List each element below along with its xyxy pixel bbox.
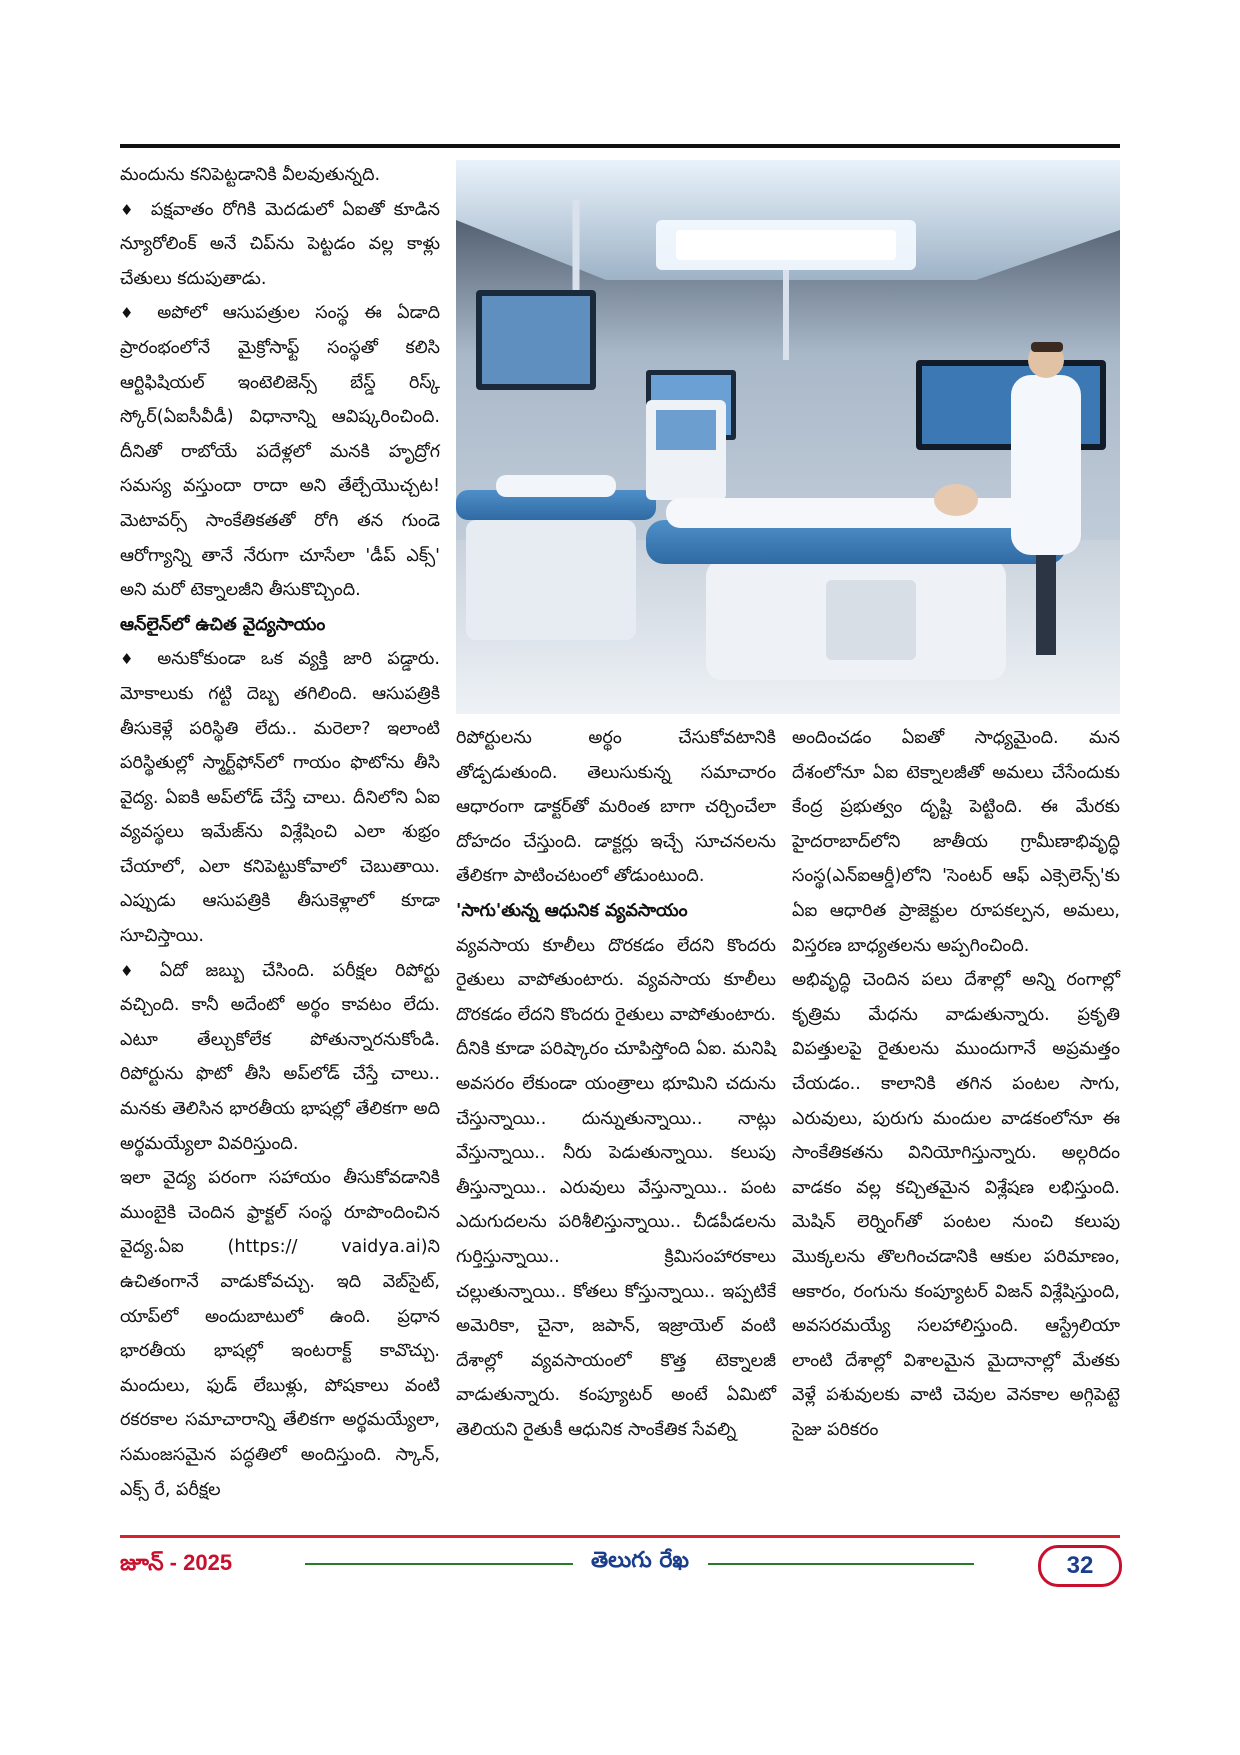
footer-divider-right <box>708 1563 974 1565</box>
issue-month: జూన్ - 2025 <box>120 1550 233 1575</box>
footer-rule <box>120 1535 1120 1538</box>
paragraph-text: ఏదో జబ్బు చేసింది. పరీక్షల రిపోర్టు వచ్చింది. కానీ అదేంటో అర్థం కావటం లేదు. ఎటూ తేల్చుకోలేక పోతున్నారనుకోండి. రిపోర్టును ఫొటో తీసి అప్‌లోడ్ చేస్తే చాలు.. మనకు తెలిసిన భారతీయ భాషల్లో తేలికగా అది అర్థమయ్యేలా వివరిస్తుంది. <box>120 960 440 1154</box>
paragraph: మందును కనిపెట్టడానికి వీలవుతున్నది. <box>120 165 381 185</box>
top-rule <box>120 144 1120 148</box>
diamond-bullet-icon: ♦ <box>120 304 144 323</box>
paragraph: అభివృద్ధి చెందిన పలు దేశాల్లో అన్ని రంగాల్లో కృత్రిమ మేధను వాడుతున్నారు. ప్రకృతి విపత్తులపై రైతులను ముందుగానే అప్రమత్తం చేయడం.. కాలానికి తగిన పంటల సాగు, ఎరువులు, పురుగు మందుల వాడకంలోనూ ఈ సాంకేతికతను వినియోగిస్తున్నారు. అల్గరిదం వాడకం వల్ల కచ్చితమైన విశ్లేషణ లభిస్తుంది. మెషిన్ లెర్నింగ్‌తో పంటల నుంచి కలుపు మొక్కలను తొలగించడానికి ఆకుల పరిమాణం, ఆకారం, రంగును కంప్యూటర్ విజన్ విశ్లేషిస్తుంది, అవసరమయ్యే సలహాలిస్తుంది. ఆస్ట్రేలియా లాంటి దేశాల్లో విశాలమైన మైదానాల్లో మేతకు వెళ్లే పశువులకు వాటి చెవుల వెనకాల అగ్గిపెట్టె సైజు పరికరం <box>792 970 1120 1440</box>
footer-divider-left <box>305 1563 573 1565</box>
paragraph-text: అనుకోకుండా ఒక వ్యక్తి జారి పడ్డారు. మోకాలుకు గట్టి దెబ్బ తగిలింది. ఆసుపత్రికి తీసుకెళ్లే పరిస్థితి లేదు.. మరెలా? ఇలాంటి పరిస్థితుల్లో స్మార్ట్‌ఫోన్‌లో గాయం ఫొటోను తీసి వైద్య. ఏఐకి అప్‌లోడ్ చేస్తే చాలు. దీనిలోని ఏఐ వ్యవస్థలు ఇమేజ్‌ను విశ్లేషించి ఎలా శుభ్రం చేయాలో, ఎలా కనిపెట్టుకోవాలో చెబుతాయి. ఎప్పుడు ఆసుపత్రికి తీసుకెళ్లాలో కూడా సూచిస్తాయి. <box>120 649 440 947</box>
diamond-bullet-icon: ♦ <box>120 961 146 980</box>
hospital-ai-photo <box>456 160 1120 714</box>
page-number: 32 <box>1038 1545 1122 1587</box>
column-1 <box>120 158 440 1507</box>
paragraph: ఇలా వైద్య పరంగా సహాయం తీసుకోవడానికి ముంబైకి చెందిన ఫ్రాక్టల్ సంస్థ రూపొందించిన వైద్య.ఏఐ (https:// vaidya.ai)ని ఉచితంగానే వాడుకోవచ్చు. ఇది వెబ్‌సైట్, యాప్‌లో అందుబాటులో ఉంది. ప్రధాన భారతీయ భాషల్లో ఇంటరాక్ట్ కావొచ్చు. మందులు, ఫుడ్ లేబుళ్లు, పోషకాలు వంటి రకరకాల సమాచారాన్ని తేలికగా అర్థమయ్యేలా, సమంజసమైన పద్ధతిలో అందిస్తుంది. స్కాన్, ఎక్స్ రే, పరీక్షల <box>120 1168 440 1500</box>
paragraph-text: పక్షవాతం రోగికి మెదడులో ఏఐతో కూడిన న్యూరోలింక్ అనే చిప్‌ను పెట్టడం వల్ల కాళ్లు చేతులు కదుపుతాడు. <box>120 199 440 289</box>
column-3 <box>792 721 1120 1447</box>
column-2 <box>456 721 776 1447</box>
diamond-bullet-icon: ♦ <box>120 200 137 219</box>
diamond-bullet-icon: ♦ <box>120 650 144 669</box>
paragraph-text: అపోలో ఆసుపత్రుల సంస్థ ఈ ఏడాది ప్రారంభంలోనే మైక్రోసాఫ్ట్ సంస్థతో కలిసి ఆర్టిఫిషియల్ ఇంటెలిజెన్స్ బేస్డ్ రిస్క్ స్కోర్(ఏఐసీవీడీ) విధానాన్ని ఆవిష్కరించింది. దీనితో రాబోయే పదేళ్లలో మనకి హృద్రోగ సమస్య వస్తుందా రాదా అని తేల్చేయొచ్చట! మెటావర్స్ సాంకేతికతతో రోగి తన గుండె ఆరోగ్యాన్ని తానే నేరుగా చూసేలా 'డీప్ ఎక్స్' అని మరో టెక్నాలజీని తీసుకొచ్చింది. <box>120 303 441 601</box>
bullet-paragraph <box>120 642 440 953</box>
section-heading: 'సాగు'తున్న ఆధునిక వ్యవసాయం <box>456 900 688 921</box>
section-heading: ఆన్‌లైన్‌లో ఉచిత వైద్యసాయం <box>120 614 326 635</box>
paragraph: వ్యవసాయ కూలీలు దొరకడం లేదని కొందరు రైతులు వాపోతుంటారు. వ్యవసాయ కూలీలు దొరకడం లేదని కొందరు రైతులు వాపోతుంటారు. దీనికి కూడా పరిష్కారం చూపిస్తోంది ఏఐ. మనిషి అవసరం లేకుండా యంత్రాలు భూమిని చదును చేస్తున్నాయి.. దున్నుతున్నాయి.. నాట్లు వేస్తున్నాయి.. నీరు పెడుతున్నాయి. కలుపు తీస్తున్నాయి.. ఎరువులు వేస్తున్నాయి.. పంట ఎదుగుదలను పరిశీలిస్తున్నాయి.. చీడపీడలను గుర్తిస్తున్నాయి.. క్రిమిసంహారకాలు చల్లుతున్నాయి.. కోతలు కోస్తున్నాయి.. ఇప్పటికే అమెరికా, చైనా, జపాన్, ఇజ్రాయెల్ వంటి దేశాల్లో వ్యవసాయంలో కొత్త టెక్నాలజీ వాడుతున్నారు. కంప్యూటర్ అంటే ఏమిటో తెలియని రైతుకీ ఆధునిక సాంకేతిక సేవల్ని <box>456 935 776 1440</box>
bullet-paragraph <box>120 193 440 297</box>
bullet-paragraph <box>120 296 440 607</box>
bullet-paragraph <box>120 954 440 1162</box>
magazine-name: తెలుగు రేఖ <box>590 1548 690 1573</box>
paragraph: రిపోర్టులను అర్థం చేసుకోవటానికి తోడ్పడుతుంది. తెలుసుకున్న సమాచారం ఆధారంగా డాక్టర్‌తో మరింత బాగా చర్చించేలా దోహదం చేస్తుంది. డాక్టర్లు ఇచ్చే సూచనలను తేలికగా పాటించటంలో తోడుంటుంది. <box>456 728 776 887</box>
paragraph: అందించడం ఏఐతో సాధ్యమైంది. మన దేశంలోనూ ఏఐ టెక్నాలజీతో అమలు చేసేందుకు కేంద్ర ప్రభుత్వం దృష్టి పెట్టింది. ఈ మేరకు హైదరాబాద్‌లోని జాతీయ గ్రామీణాభివృద్ధి సంస్థ(ఎన్ఐఆర్డీ)లోని 'సెంటర్ ఆఫ్ ఎక్సెలెన్స్'కు ఏఐ ఆధారిత ప్రాజెక్టుల రూపకల్పన, అమలు, విస్తరణ బాధ్యతలను అప్పగించింది. <box>792 728 1120 956</box>
